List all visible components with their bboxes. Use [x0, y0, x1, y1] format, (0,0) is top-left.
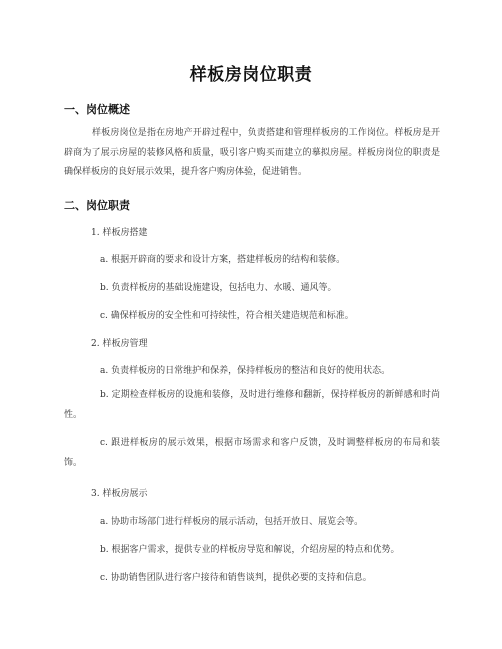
duty-item-build-c: c. 确保样板房的安全性和可持续性，符合相关建造规范和标准。 — [100, 311, 354, 321]
duty-item-display-c: c. 协助销售团队进行客户接待和销售谈判，提供必要的支持和信息。 — [100, 573, 372, 583]
section-heading-overview: 一、岗位概述 — [64, 103, 130, 116]
section-heading-duties: 二、岗位职责 — [64, 199, 130, 212]
duty-item-manage-b: b. 定期检查样板房的设施和装修，及时进行维修和翻新，保持样板房的新鲜感和时尚性。 — [64, 390, 440, 420]
duty-item-display-b: b. 根据客户需求，提供专业的样板房导览和解说，介绍房屋的特点和优势。 — [100, 545, 400, 555]
duty-group-title-display: 3. 样板房展示 — [91, 489, 148, 499]
duty-group-title-build: 1. 样板房搭建 — [91, 228, 148, 238]
duty-item-manage-c: c. 跟进样板房的展示效果，根据市场需求和客户反馈，及时调整样板房的布局和装饰。 — [64, 438, 440, 468]
duty-item-build-b: b. 负责样板房的基础设施建设，包括电力、水暖、通风等。 — [100, 283, 337, 293]
duty-item-manage-a: a. 负责样板房的日常维护和保养，保持样板房的整洁和良好的使用状态。 — [100, 366, 391, 376]
duty-group-title-manage: 2. 样板房管理 — [91, 339, 148, 349]
overview-paragraph: 样板房岗位是指在房地产开辟过程中，负责搭建和管理样板房的工作岗位。样板房是开辟商为了展示房屋的装修风格和质量，吸引客户购买而建立的摹拟房屋。样板房岗位的职责是确保样板房的良好展示效果，提升客户购房体验，促进销售。 — [64, 128, 440, 177]
document-title: 样板房岗位职责 — [189, 65, 313, 85]
duty-item-display-a: a. 协助市场部门进行样板房的展示活动，包括开放日、展览会等。 — [100, 517, 364, 527]
duty-item-build-a: a. 根据开辟商的要求和设计方案，搭建样板房的结构和装修。 — [100, 255, 346, 265]
